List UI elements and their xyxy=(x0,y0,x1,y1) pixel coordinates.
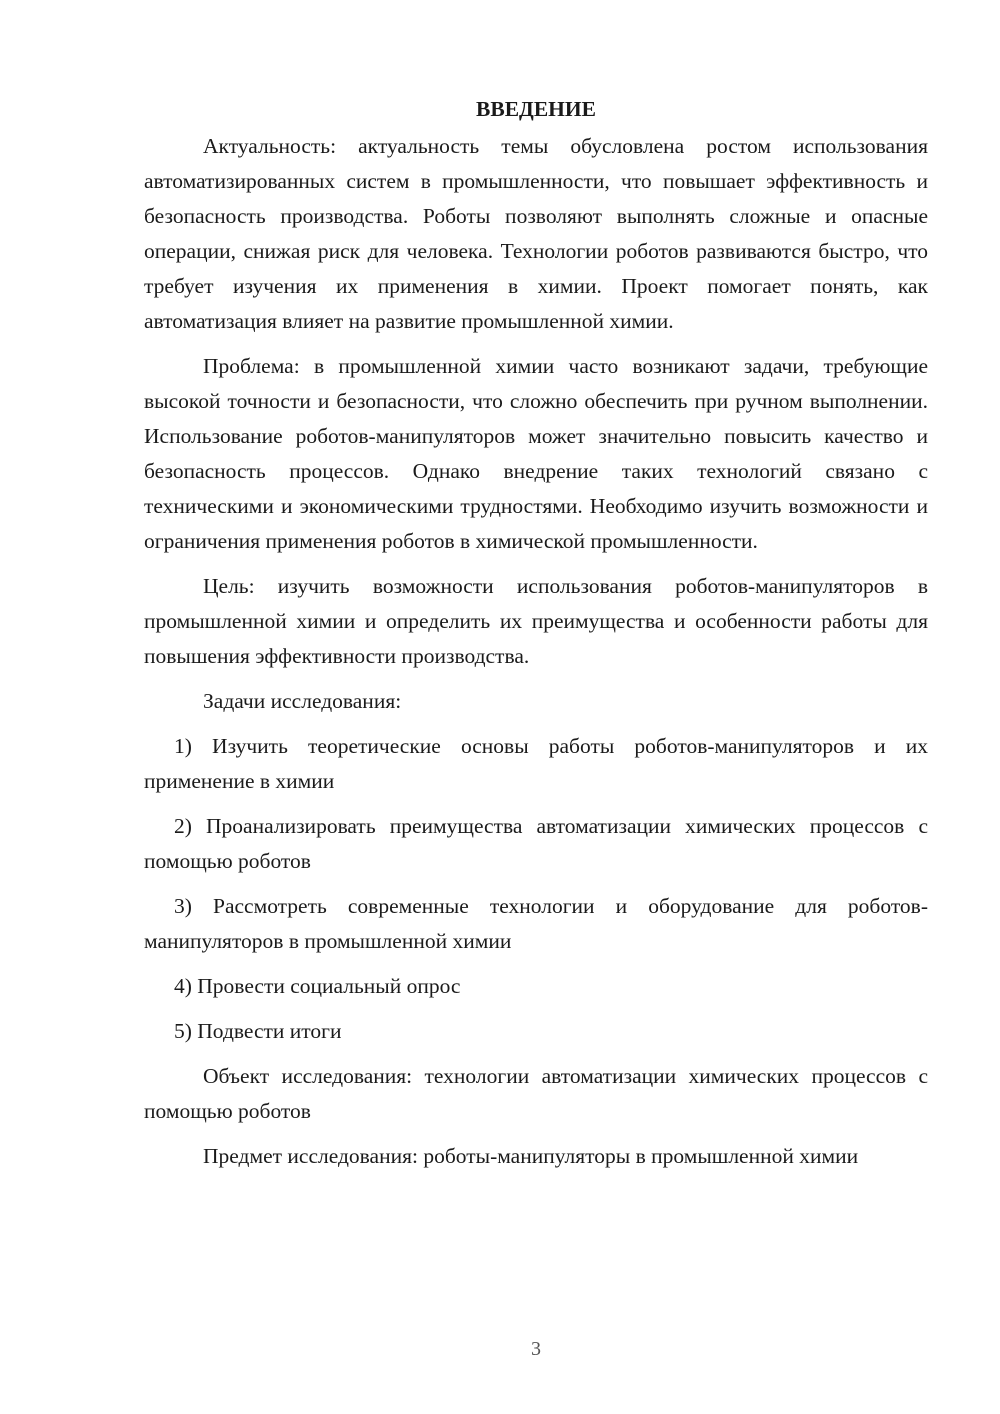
paragraph-problem: Проблема: в промышленной химии часто возникают задачи, требующие высокой точности и безопасности, что сложно обеспечить при ручном выполнении. Использование роботов-манипуляторов может значительно повысить качество и безопасность процессов. Однако внедрение таких технологий связано с техническими и экономическими трудностями. Необходимо изучить возможности и ограничения применения роботов в химической промышленности. xyxy=(144,354,928,553)
task-item: 1) Изучить теоретические основы работы роботов-манипуляторов и их применение в химии xyxy=(144,734,928,793)
task-item: 4) Провести социальный опрос xyxy=(174,974,461,998)
paragraph-object: Объект исследования: технологии автоматизации химических процессов с помощью роботов xyxy=(144,1064,928,1123)
paragraph-goal: Цель: изучить возможности использования роботов-манипуляторов в промышленной химии и определить их преимущества и особенности работы для повышения эффективности производства. xyxy=(144,574,928,668)
tasks-heading: Задачи исследования: xyxy=(203,689,402,713)
page-number: 3 xyxy=(531,1338,541,1360)
task-item: 3) Рассмотреть современные технологии и оборудование для роботов-манипуляторов в промышленной химии xyxy=(144,894,928,953)
paragraph-subject: Предмет исследования: роботы-манипуляторы в промышленной химии xyxy=(203,1144,859,1168)
section-title: ВВЕДЕНИЕ xyxy=(476,97,596,121)
task-item: 5) Подвести итоги xyxy=(174,1019,342,1043)
task-item: 2) Проанализировать преимущества автоматизации химических процессов с помощью роботов xyxy=(144,814,928,873)
page-content xyxy=(144,92,928,1184)
paragraph-relevance: Актуальность: актуальность темы обусловлена ростом использования автоматизированных систем в промышленности, что повышает эффективность и безопасность производства. Роботы позволяют выполнять сложные и опасные операции, снижая риск для человека. Технологии роботов развиваются быстро, что требует изучения их применения в химии. Проект помогает понять, как автоматизация влияет на развитие промышленной химии. xyxy=(144,134,928,333)
